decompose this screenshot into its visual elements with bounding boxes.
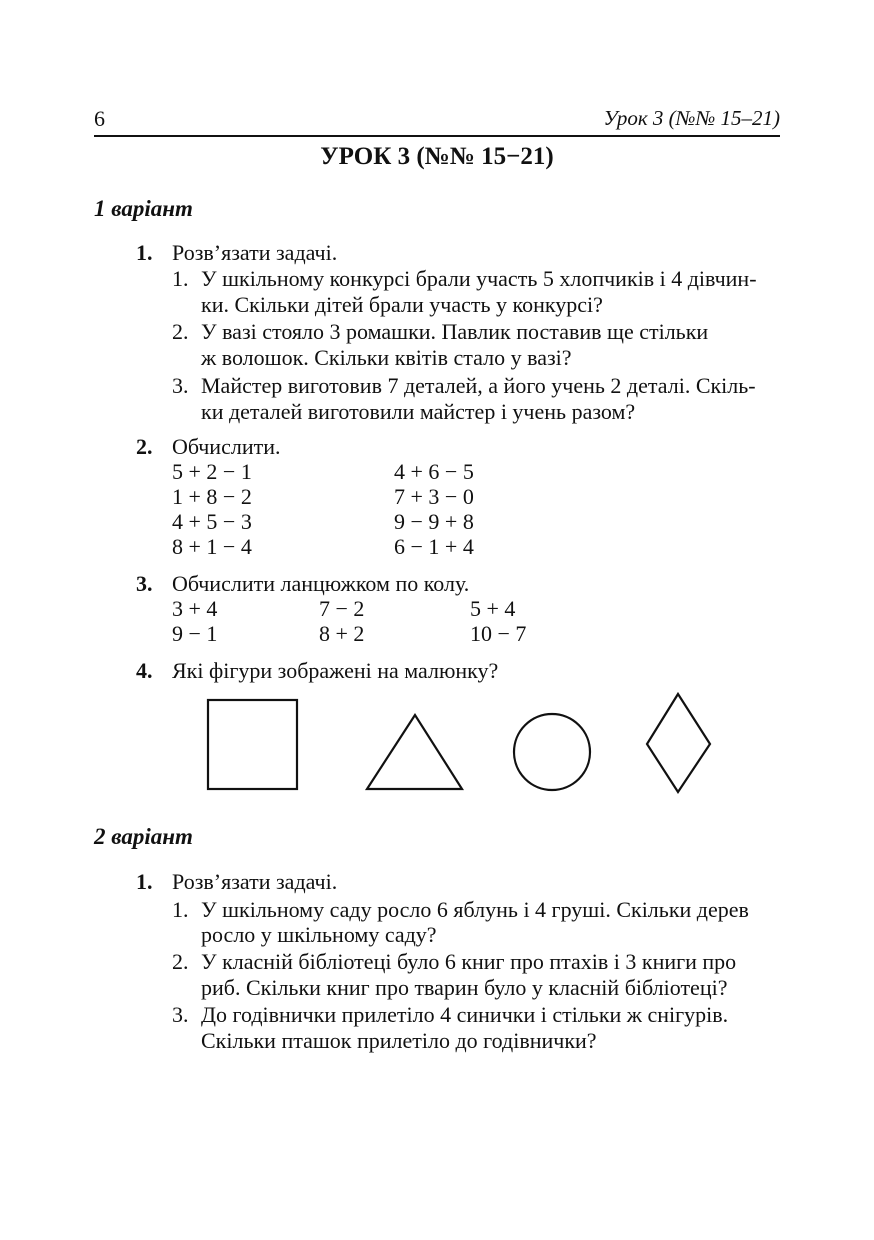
v1-task3-expression: 8 + 2 (319, 621, 365, 646)
lesson-title: УРОК 3 (№№ 15−21) (320, 143, 554, 170)
shapes-figure (190, 688, 730, 800)
v1-task3-expression: 5 + 4 (470, 596, 516, 621)
v1-problem3-number: 3. (172, 373, 189, 398)
v1-task2-text: Обчислити. (172, 434, 281, 459)
v1-problem3-line2: ки деталей виготовили майстер і учень разом? (201, 399, 636, 424)
v2-problem2-line2: риб. Скільки книг про тварин було у класній бібліотеці? (201, 975, 728, 1000)
v1-problem3-line1: Майстер виготовив 7 деталей, а його учень 2 деталі. Скіль- (201, 373, 756, 398)
v1-task3-text: Обчислити ланцюжком по колу. (172, 571, 470, 596)
v1-task2-expression: 4 + 6 − 5 (394, 459, 474, 484)
v1-task2-number: 2. (136, 434, 153, 459)
v1-problem1-number: 1. (172, 266, 189, 291)
v1-task4-text: Які фігури зображені на малюнку? (172, 658, 499, 683)
v1-task2-expression: 6 − 1 + 4 (394, 534, 474, 559)
v1-task2-expression: 5 + 2 − 1 (172, 459, 252, 484)
variant-2-title: 2 варіант (94, 824, 193, 849)
v1-problem2-number: 2. (172, 319, 189, 344)
rhombus-shape (647, 694, 710, 792)
v2-problem2-line1: У класній бібліотеці було 6 книг про птахів і 3 книги про (201, 949, 737, 974)
v1-task3-expression: 9 − 1 (172, 621, 218, 646)
v2-task1-text: Розв’язати задачі. (172, 869, 338, 894)
triangle-shape (367, 715, 462, 789)
v1-task4-number: 4. (136, 658, 153, 683)
v2-problem3-line1: До годівнички прилетіло 4 синички і стільки ж снігурів. (201, 1002, 729, 1027)
v2-task1-number: 1. (136, 869, 153, 894)
v1-task3-expression: 10 − 7 (470, 621, 527, 646)
circle-shape (514, 714, 590, 790)
v1-task2-expression: 4 + 5 − 3 (172, 509, 252, 534)
v1-task2-expression: 8 + 1 − 4 (172, 534, 252, 559)
v2-problem3-line2: Скільки пташок прилетіло до годівнички? (201, 1028, 597, 1053)
v1-task3-number: 3. (136, 571, 153, 596)
v2-problem1-number: 1. (172, 897, 189, 922)
v1-task1-number: 1. (136, 240, 153, 265)
variant-1-title: 1 варіант (94, 196, 193, 221)
square-shape (208, 700, 297, 789)
v2-problem2-number: 2. (172, 949, 189, 974)
v1-task2-expression: 7 + 3 − 0 (394, 484, 474, 509)
v2-problem1-line1: У шкільному саду росло 6 яблунь і 4 груші. Скільки дерев (201, 897, 749, 922)
v1-problem1-line1: У шкільному конкурсі брали участь 5 хлопчиків і 4 дівчин- (201, 266, 757, 291)
v1-task2-expression: 1 + 8 − 2 (172, 484, 252, 509)
v1-task1-text: Розв’язати задачі. (172, 240, 338, 265)
v1-task3-expression: 7 − 2 (319, 596, 365, 621)
v1-problem1-line2: ки. Скільки дітей брали участь у конкурсі? (201, 292, 603, 317)
v2-problem3-number: 3. (172, 1002, 189, 1027)
v1-task2-expression: 9 − 9 + 8 (394, 509, 474, 534)
v1-problem2-line2: ж волошок. Скільки квітів стало у вазі? (201, 345, 572, 370)
page-number: 6 (94, 106, 105, 131)
v1-task3-expression: 3 + 4 (172, 596, 218, 621)
v1-problem2-line1: У вазі стояло 3 ромашки. Павлик поставив ще стільки (201, 319, 709, 344)
v2-problem1-line2: росло у шкільному саду? (201, 922, 437, 947)
header-rule (94, 135, 780, 137)
running-head: Урок 3 (№№ 15–21) (603, 106, 780, 130)
